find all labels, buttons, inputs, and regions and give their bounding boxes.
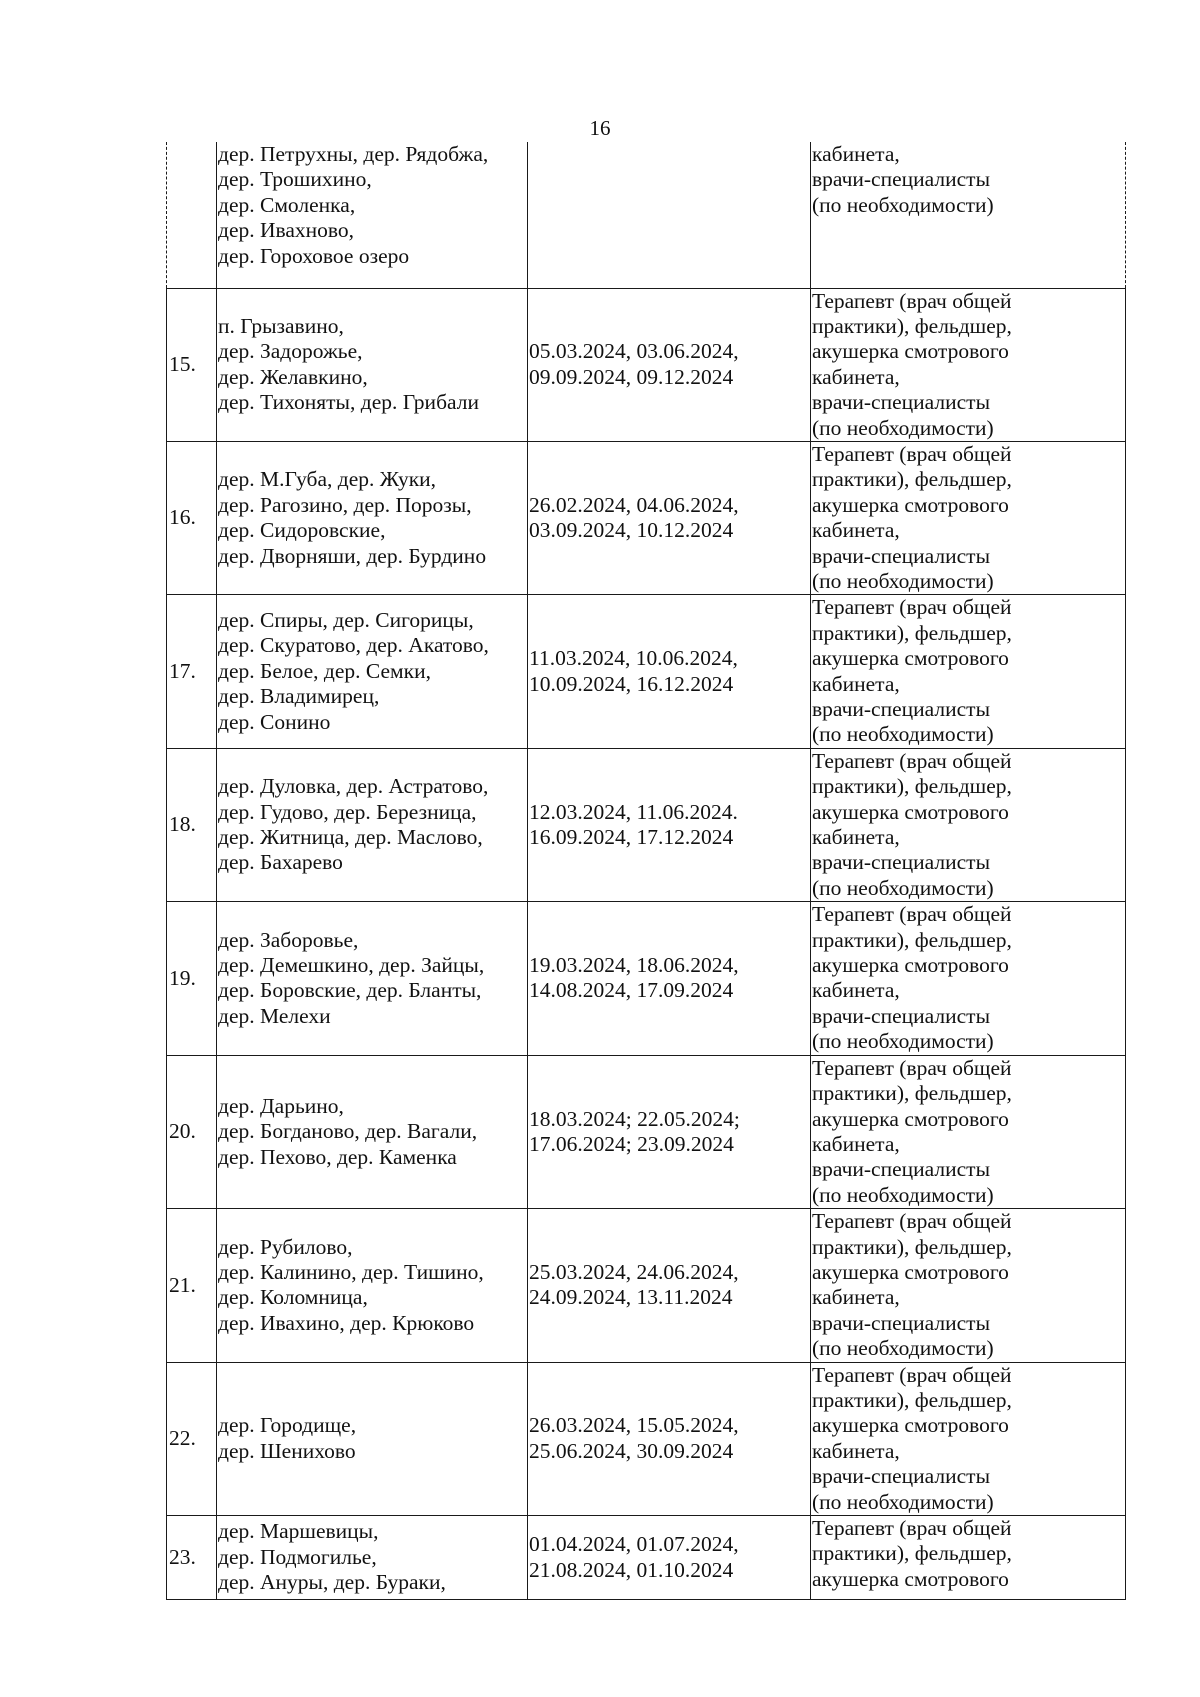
dates-cell: 11.03.2024, 10.06.2024, 10.09.2024, 16.12.2024	[528, 595, 811, 748]
table-row	[167, 1516, 1126, 1600]
table-row	[167, 748, 1126, 901]
table-row	[167, 1055, 1126, 1208]
row-number-cell: 19.	[167, 902, 217, 1055]
table-row	[167, 288, 1126, 441]
villages-cell: дер. Городище, дер. Шенихово	[217, 1362, 528, 1515]
villages-cell: дер. М.Губа, дер. Жуки, дер. Рагозино, дер. Порозы, дер. Сидоровские, дер. Дворняши, дер. Бурдино	[217, 441, 528, 594]
specialists-cell: кабинета, врачи-специалисты (по необходимости)	[811, 142, 1126, 288]
specialists-cell: Терапевт (врач общей практики), фельдшер, акушерка смотрового кабинета, врачи-специалисты (по необходимости)	[811, 1362, 1126, 1515]
schedule-table	[166, 142, 1126, 1600]
dates-cell: 26.02.2024, 04.06.2024, 03.09.2024, 10.12.2024	[528, 441, 811, 594]
row-number-cell: 20.	[167, 1055, 217, 1208]
table-row	[167, 1362, 1126, 1515]
villages-cell: п. Грызавино, дер. Задорожье, дер. Желавкино, дер. Тихоняты, дер. Грибали	[217, 288, 528, 441]
dates-cell: 05.03.2024, 03.06.2024, 09.09.2024, 09.12.2024	[528, 288, 811, 441]
row-number-cell: 16.	[167, 441, 217, 594]
table-row	[167, 441, 1126, 594]
villages-cell: дер. Рубилово, дер. Калинино, дер. Тишино, дер. Коломница, дер. Ивахино, дер. Крюково	[217, 1209, 528, 1362]
dates-cell: 12.03.2024, 11.06.2024. 16.09.2024, 17.12.2024	[528, 748, 811, 901]
villages-cell: дер. Маршевицы, дер. Подмогилье, дер. Ануры, дер. Бураки,	[217, 1516, 528, 1600]
specialists-cell: Терапевт (врач общей практики), фельдшер, акушерка смотрового кабинета, врачи-специалисты (по необходимости)	[811, 1055, 1126, 1208]
row-number-cell: 17.	[167, 595, 217, 748]
specialists-cell: Терапевт (врач общей практики), фельдшер, акушерка смотрового	[811, 1516, 1126, 1600]
dates-cell: 25.03.2024, 24.06.2024, 24.09.2024, 13.11.2024	[528, 1209, 811, 1362]
villages-cell: дер. Заборовье, дер. Демешкино, дер. Зайцы, дер. Боровские, дер. Бланты, дер. Мелехи	[217, 902, 528, 1055]
specialists-cell: Терапевт (врач общей практики), фельдшер, акушерка смотрового кабинета, врачи-специалисты (по необходимости)	[811, 902, 1126, 1055]
row-number-cell: 22.	[167, 1362, 217, 1515]
villages-cell: дер. Спиры, дер. Сигорицы, дер. Скуратово, дер. Акатово, дер. Белое, дер. Семки, дер. Владимирец, дер. Сонино	[217, 595, 528, 748]
table-row	[167, 1209, 1126, 1362]
specialists-cell: Терапевт (врач общей практики), фельдшер, акушерка смотрового кабинета, врачи-специалисты (по необходимости)	[811, 595, 1126, 748]
row-number-cell: 23.	[167, 1516, 217, 1600]
dates-cell: 19.03.2024, 18.06.2024, 14.08.2024, 17.09.2024	[528, 902, 811, 1055]
table-row-continuation	[167, 142, 1126, 288]
dates-cell: 26.03.2024, 15.05.2024, 25.06.2024, 30.09.2024	[528, 1362, 811, 1515]
dates-cell: 01.04.2024, 01.07.2024, 21.08.2024, 01.10.2024	[528, 1516, 811, 1600]
dates-cell: 18.03.2024; 22.05.2024; 17.06.2024; 23.09.2024	[528, 1055, 811, 1208]
page-number: 16	[589, 116, 611, 140]
row-number-cell: 15.	[167, 288, 217, 441]
table-row	[167, 902, 1126, 1055]
specialists-cell: Терапевт (врач общей практики), фельдшер, акушерка смотрового кабинета, врачи-специалисты (по необходимости)	[811, 288, 1126, 441]
table-row	[167, 595, 1126, 748]
villages-cell: дер. Петрухны, дер. Рядобжа, дер. Трошихино, дер. Смоленка, дер. Ивахново, дер. Гороховое озеро	[217, 142, 528, 288]
villages-cell: дер. Дуловка, дер. Астратово, дер. Гудово, дер. Березница, дер. Житница, дер. Маслово, дер. Бахарево	[217, 748, 528, 901]
dates-cell	[528, 142, 811, 288]
villages-cell: дер. Дарьино, дер. Богданово, дер. Вагали, дер. Пехово, дер. Каменка	[217, 1055, 528, 1208]
specialists-cell: Терапевт (врач общей практики), фельдшер, акушерка смотрового кабинета, врачи-специалисты (по необходимости)	[811, 441, 1126, 594]
row-number-cell: 21.	[167, 1209, 217, 1362]
specialists-cell: Терапевт (врач общей практики), фельдшер, акушерка смотрового кабинета, врачи-специалисты (по необходимости)	[811, 748, 1126, 901]
row-number-cell	[167, 142, 217, 288]
specialists-cell: Терапевт (врач общей практики), фельдшер, акушерка смотрового кабинета, врачи-специалисты (по необходимости)	[811, 1209, 1126, 1362]
row-number-cell: 18.	[167, 748, 217, 901]
